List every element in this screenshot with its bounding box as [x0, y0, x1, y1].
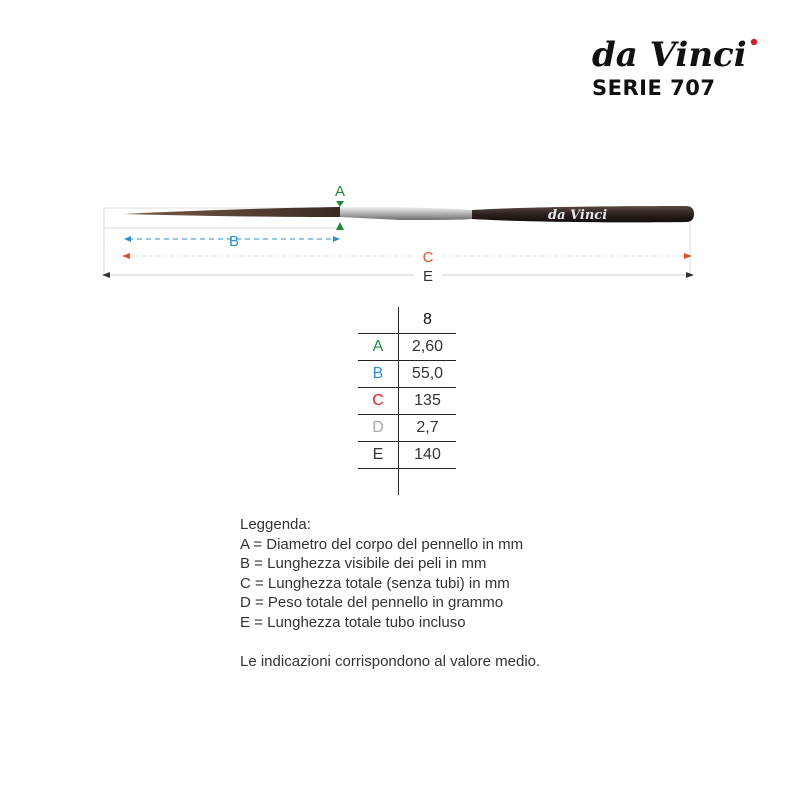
legend-line-e: E = Lunghezza totale tubo incluso — [240, 613, 466, 631]
table-header-row — [358, 307, 456, 334]
table-row — [358, 334, 456, 361]
size-header: 8 — [423, 311, 432, 328]
dimension-c-label: C — [422, 249, 434, 266]
brush-dimension-diagram — [0, 170, 800, 290]
legend-line-b: B = Lunghezza visibile dei peli in mm — [240, 555, 487, 573]
table-row — [358, 388, 456, 415]
dimension-b-label: B — [228, 233, 240, 250]
legend-line-c: C = Lunghezza totale (senza tubi) in mm — [240, 574, 510, 592]
dimension-b — [124, 233, 340, 250]
row-value-b: 55,0 — [399, 361, 457, 388]
dimension-e-label: E — [422, 268, 434, 285]
series-title: SERIE 707 — [592, 76, 716, 100]
legend — [240, 515, 523, 633]
legend-line-a: A = Diametro del corpo del pennello in mm — [240, 535, 524, 553]
row-label-a: A — [358, 334, 399, 361]
row-label-d: D — [358, 415, 399, 442]
logo-red-dot — [751, 39, 757, 45]
row-value-a: 2,60 — [399, 334, 457, 361]
size-table — [358, 307, 456, 495]
dimension-a-label: A — [334, 183, 346, 200]
legend-line-d: D = Peso totale del pennello in grammo — [240, 594, 504, 612]
brush-ferrule — [340, 207, 472, 220]
table-row — [358, 361, 456, 388]
row-value-e: 140 — [399, 442, 457, 469]
row-value-d: 2,7 — [399, 415, 457, 442]
handle-brand-text: da Vinci — [548, 208, 608, 223]
row-label-b: B — [358, 361, 399, 388]
row-value-c: 135 — [399, 388, 457, 415]
da-vinci-logo — [592, 32, 772, 80]
brush-illustration — [124, 206, 694, 223]
logo-wordmark: da Vinci — [592, 35, 747, 75]
legend-title: Leggenda: — [240, 516, 311, 533]
table-empty-row — [358, 469, 456, 496]
dimension-e — [102, 268, 694, 285]
table-row — [358, 442, 456, 469]
table-row — [358, 415, 456, 442]
dimension-a — [335, 183, 345, 230]
row-label-e: E — [358, 442, 399, 469]
dimension-c — [122, 249, 692, 266]
average-value-note: Le indicazioni corrispondono al valore medio. — [240, 653, 541, 670]
row-label-c: C — [358, 388, 399, 415]
